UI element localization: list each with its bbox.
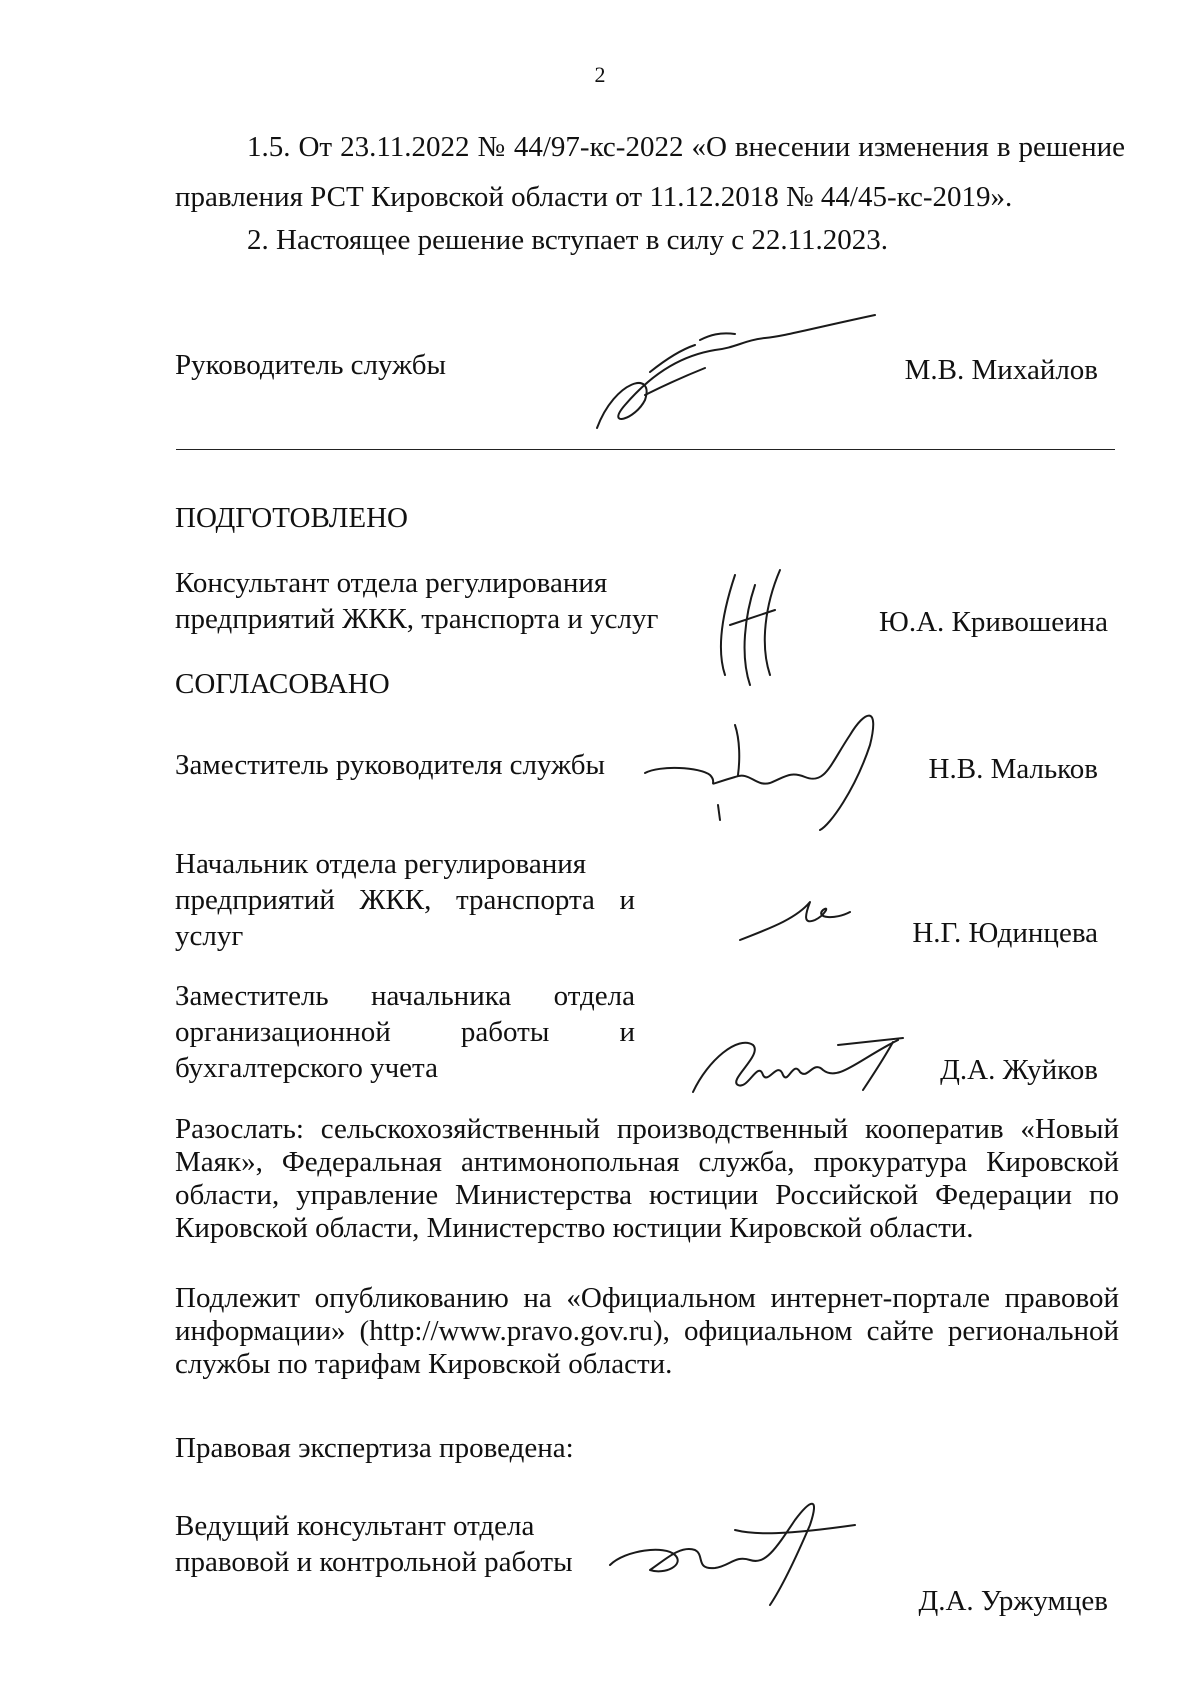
agreed-3-position [175, 978, 635, 1086]
legal-review-position-line-2: правовой и контрольной работы [175, 1546, 573, 1578]
agreed-1-position: Заместитель руководителя службы [175, 749, 606, 781]
agreed-2-position [175, 846, 635, 954]
agreed-2-name: Н.Г. Юдинцева [912, 917, 1098, 949]
legal-review-position [175, 1508, 573, 1580]
agreed-1-name: Н.В. Мальков [928, 753, 1098, 785]
legal-review-name: Д.А. Уржумцев [918, 1585, 1108, 1617]
agreed-3-position-line-2: организационной работы и [175, 1016, 635, 1048]
legal-review-position-line-1: Ведущий консультант отдела [175, 1510, 535, 1542]
prepared-position [175, 565, 658, 637]
prepared-signature-scribble [705, 565, 815, 695]
prepared-position-line-1: Консультант отдела регулирования [175, 567, 608, 599]
prepared-name: Ю.А. Кривошеина [879, 606, 1108, 638]
legal-review-heading: Правовая экспертиза проведена: [175, 1432, 574, 1464]
paragraph-1-5: 1.5. От 23.11.2022 № 44/97-кс-2022 «О внесении изменения в решение правления РСТ Кировской области от 11.12.2018 № 44/45-кс-2019». [175, 131, 1125, 213]
page-number: 2 [594, 62, 606, 87]
agreed-3-name: Д.А. Жуйков [940, 1054, 1098, 1086]
agreed-2-position-line-1: Начальник отдела регулирования [175, 848, 587, 880]
paragraph-2: 2. Настоящее решение вступает в силу с 22.11.2023. [247, 224, 889, 256]
prepared-heading: ПОДГОТОВЛЕНО [175, 502, 408, 534]
agreed-3-position-line-1: Заместитель начальника отдела [175, 980, 635, 1012]
agreed-2-position-line-3: услуг [175, 920, 244, 952]
divider-line [176, 449, 1115, 450]
head-title: Руководитель службы [175, 349, 447, 381]
head-name: М.В. Михайлов [904, 354, 1098, 386]
agreed-3-position-line-3: бухгалтерского учета [175, 1052, 438, 1084]
agreed-heading: СОГЛАСОВАНО [175, 668, 390, 700]
prepared-position-line-2: предприятий ЖКК, транспорта и услуг [175, 603, 659, 635]
distribution-paragraph: Разослать: сельскохозяйственный производственный кооператив «Новый Маяк», Федеральная антимонопольная служба, прокуратура Кировской области, управление Министерства юстиции Российской Федерации по Кировской области, Министерство юстиции Кировской области. [175, 1113, 1119, 1244]
agreed-2-position-line-2: предприятий ЖКК, транспорта и [175, 884, 635, 916]
publication-paragraph: Подлежит опубликованию на «Официальном интернет-портале правовой информации» (http://www.pravo.gov.ru), официальном сайте региональной службы по тарифам Кировской области. [175, 1282, 1119, 1380]
